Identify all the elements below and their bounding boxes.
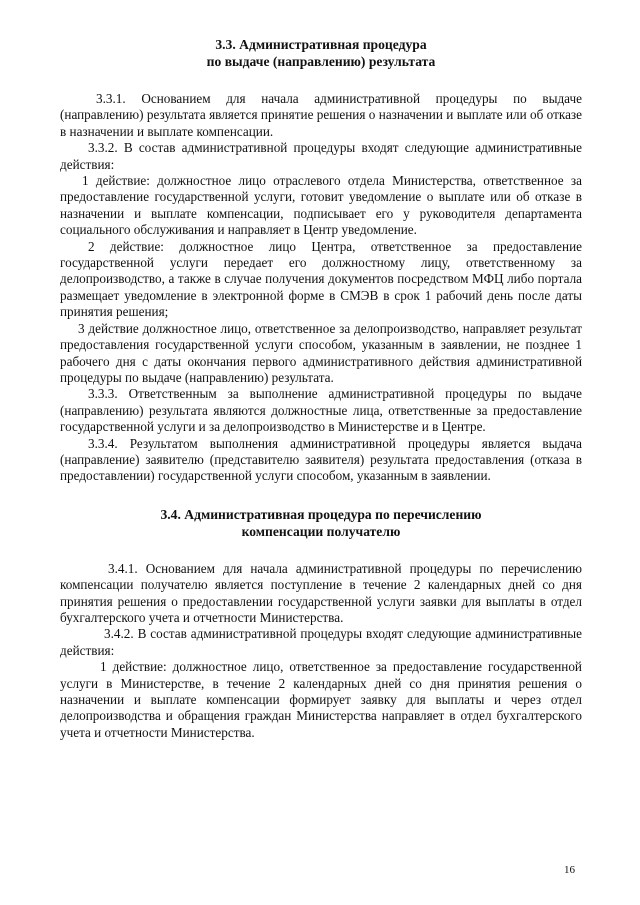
page-content — [60, 36, 582, 741]
paragraph-3-3-1: 3.3.1. Основанием для начала административной процедуры по выдаче (направлению) результата является принятие решения о назначении и выплате или об отказе в назначении и выплате компенсации. — [60, 91, 582, 139]
paragraph-3-4-2: 3.4.2. В состав административной процедуры входят следующие административные действия: — [60, 626, 582, 658]
paragraph-3-4-1: 3.4.1. Основанием для начала административной процедуры по перечислению компенсации получателю является поступление в течение 2 календарных дней со дня принятия решения о предоставлении государственной услуги заявки для выплаты в отдел бухгалтерского учета и отчетности Министерства. — [60, 560, 582, 625]
paragraph-action-3: 3 действие должностное лицо, ответственное за делопроизводство, направляет результат предоставления государственной услуги способом, указанным в заявлении, не позднее 1 рабочего дня с даты окончания первого административного действия административной процедуры по выдаче (направлению) результата. — [60, 320, 582, 385]
paragraph-3-3-2: 3.3.2. В состав административной процедуры входят следующие административные действия: — [60, 140, 582, 172]
paragraph-3-3-4: 3.3.4. Результатом выполнения административной процедуры является выдача (направление) заявителю (представителю заявителя) результата предоставления (отказа в предоставлении) государственной услуги способом, указанным в заявлении. — [60, 435, 582, 484]
section-3-3-title-line1: 3.3. Административная процедура — [215, 37, 427, 52]
section-3-3-title — [60, 36, 582, 70]
page-number: 16 — [564, 864, 575, 876]
paragraph-3-4-action-1: 1 действие: должностное лицо, ответственное за предоставление государственной услуги в Министерстве, в течение 2 календарных дней со дня принятия решения о назначении и выплате компенсации формирует заявку для выплаты и через отдел делопроизводства и обращения граждан Министерства направляет в отдел бухгалтерского учета и отчетности Министерства. — [60, 659, 582, 740]
section-3-3-title-line2: по выдаче (направлению) результата — [206, 54, 436, 69]
section-3-4-title-line2: компенсации получателю — [241, 523, 401, 539]
section-3-4-title — [60, 506, 582, 540]
paragraph-action-1: 1 действие: должностное лицо отраслевого отдела Министерства, ответственное за предоставление государственной услуги, готовит уведомление о выплате или об отказе в назначении и выплате компенсации, подписывает его у руководителя департамента социального обслуживания и направляет в Центр уведомление. — [60, 173, 582, 238]
paragraph-3-3-3: 3.3.3. Ответственным за выполнение административной процедуры по выдаче (направлению) результата являются должностные лица, ответственные за предоставление государственной услуги и за делопроизводство в Министерстве и в Центре. — [60, 386, 582, 435]
paragraph-action-2: 2 действие: должностное лицо Центра, ответственное за предоставление государственной услуги передает его должностному лицу, ответственному за делопроизводство, а также в случае получения документов посредством МФЦ либо портала размещает уведомление в электронной форме в СМЭВ в срок 1 рабочий день после даты принятия решения; — [60, 238, 582, 320]
section-3-4-title-line1: 3.4. Административная процедура по перечислению — [160, 506, 482, 522]
